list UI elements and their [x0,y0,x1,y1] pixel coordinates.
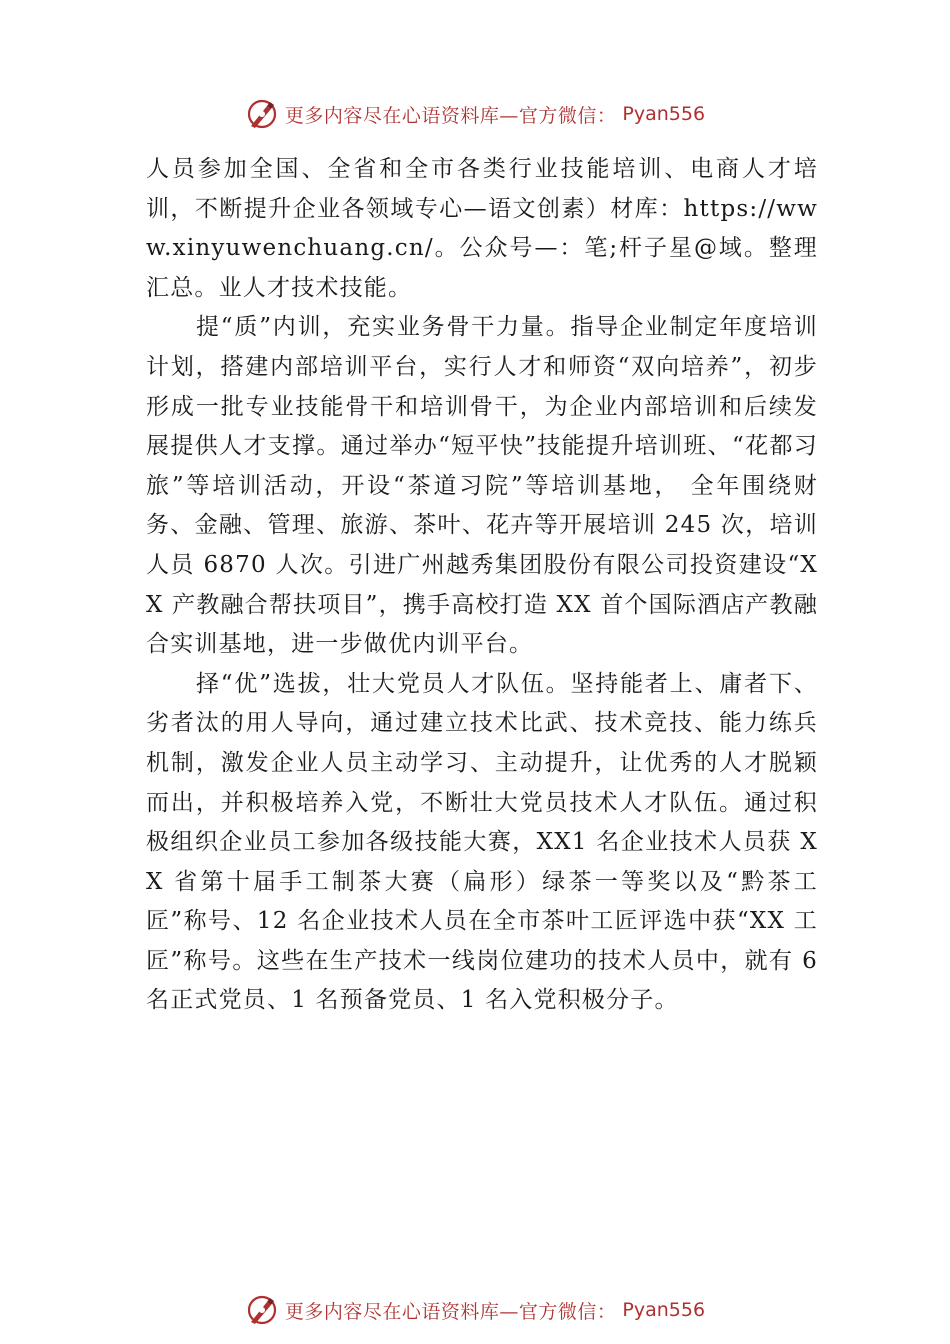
banner-wechat-id: Pyan556 [622,103,706,125]
pen-circle-logo-icon [245,1293,279,1327]
document-body [146,150,818,1021]
header-banner [0,94,950,134]
paragraph-3: 择“优”选拔，壮大党员人才队伍。坚持能者上、庸者下、劣者汰的用人导向，通过建立技术比武、技术竞技、能力练兵机制，激发企业人员主动学习、主动提升，让优秀的人才脱颖而出，并积极培养入党，不断壮大党员技术人才队伍。通过积极组织企业员工参加各级技能大赛，XX1 名企业技术人员获 XX 省第十届手工制茶大赛（扁形）绿茶一等奖以及“黔茶工匠”称号、12 名企业技术人员在全市茶叶工匠评选中获“XX 工匠”称号。这些在生产技术一线岗位建功的技术人员中，就有 6 名正式党员、1 名预备党员、1 名入党积极分子。 [146,670,818,1014]
footer-banner [0,1290,950,1330]
banner-wechat-id: Pyan556 [622,1299,706,1321]
paragraph-2: 提“质”内训，充实业务骨干力量。指导企业制定年度培训计划，搭建内部培训平台，实行人才和师资“双向培养”，初步形成一批专业技能骨干和培训骨干，为企业内部培训和后续发展提供人才支撑。通过举办“短平快”技能提升培训班、“花都习旅”等培训活动，开设“茶道习院”等培训基地， 全年围绕财务、金融、管理、旅游、茶叶、花卉等开展培训 245 次，培训人员 6870 人次。引进广州越秀集团股份有限公司投资建设“XX 产教融合帮扶项目”，携手高校打造 XX 首个国际酒店产教融合实训基地，进一步做优内训平台。 [146,314,819,658]
banner-text: 更多内容尽在心语资料库—官方微信： [284,104,617,127]
paragraph-1: 人员参加全国、全省和全市各类行业技能培训、电商人才培训，不断提升企业各领域专心—语文创素）材库：https://www.xinyuwenchuang.cn/。公众号—：笔;杆子星@域。整理汇总。业人才技术技能。 [146,156,818,301]
banner-text: 更多内容尽在心语资料库—官方微信： [284,1300,617,1323]
pen-circle-logo-icon [245,97,279,131]
